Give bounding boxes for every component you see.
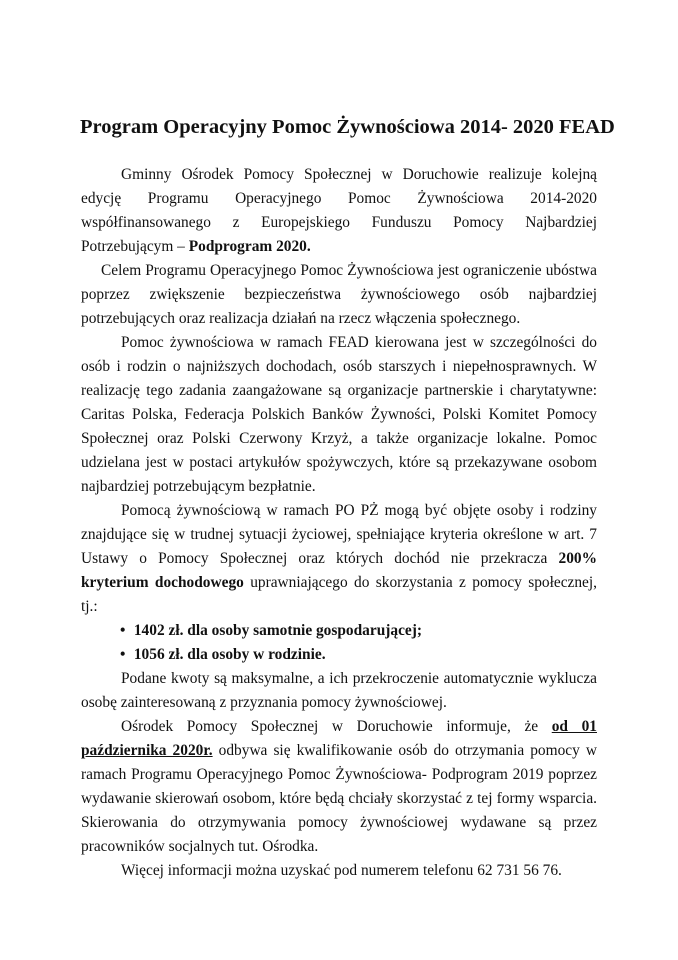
paragraph-text: Ośrodek Pomocy Społecznej w Doruchowie informuje, że — [121, 718, 552, 735]
paragraph-contact: Więcej informacji można uzyskać pod numerem telefonu 62 731 56 76. — [121, 862, 562, 879]
paragraph-goal: Celem Programu Operacyjnego Pomoc Żywnościowa jest ograniczenie ubóstwa poprzez zwiększenie bezpieczeństwa żywnościowego osób najbardziej potrzebujących oraz realizacja działań na rzecz włączenia społecznego. — [81, 262, 597, 327]
document-title: Program Operacyjny Pomoc Żywnościowa 2014- 2020 FEAD — [80, 116, 615, 138]
paragraph-intro — [81, 163, 597, 259]
paragraph-text: odbywa się kwalifikowanie osób do otrzymania pomocy w ramach Programu Operacyjnego Pomoc Żywnościowa- Podprogram 2019 poprzez wydawanie skierowań osobom, które będą chciały skorzystać z tej formy wsparcia. Skierowania do otrzymywania pomocy żywnościowej wydawane są przez pracowników socjalnych tut. Ośrodka. — [81, 742, 597, 855]
bullet-icon: • — [120, 646, 126, 663]
bullet-item-single — [81, 619, 597, 643]
income-criterion-emphasis: 200% kryterium dochodowego — [81, 550, 597, 591]
paragraph-limits: Podane kwoty są maksymalne, a ich przekroczenie automatycznie wyklucza osobę zainteresowaną z przyznania pomocy żywnościowej. — [81, 670, 597, 711]
bullet-item-family — [81, 643, 597, 667]
paragraph-target-groups: Pomoc żywnościowa w ramach FEAD kierowana jest w szczególności do osób i rodzin o najniższych dochodach, osób starszych i niepełnosprawnych. W realizację tego zadania zaangażowane są organizacje partnerskie i charytatywne: Caritas Polska, Federacja Polskich Banków Żywności, Polski Komitet Pomocy Społecznej oraz Polski Czerwony Krzyż, a także organizacje lokalne. Pomoc udzielana jest w postaci artykułów spożywczych, które są przekazywane osobom najbardziej potrzebującym bezpłatnie. — [81, 334, 597, 495]
paragraph-text: uprawniającego do skorzystania z pomocy społecznej, tj.: — [81, 574, 598, 615]
start-date-emphasis: od 01 października 2020r. — [81, 718, 597, 759]
subprogram-emphasis: Podprogram 2020. — [188, 238, 311, 255]
bullet-icon: • — [120, 622, 126, 639]
bullet-text: 1056 zł. dla osoby w rodzinie. — [133, 646, 326, 663]
paragraph-eligibility — [81, 499, 597, 619]
document-body — [81, 163, 597, 883]
paragraph-text: Pomocą żywnościową w ramach PO PŻ mogą być objęte osoby i rodziny znajdujące się w trudnej sytuacji życiowej, spełniające kryteria określone w art. 7 Ustawy o Pomocy Społecznej oraz których dochód nie przekracza — [81, 502, 597, 567]
bullet-text: 1402 zł. dla osoby samotnie gospodarującej; — [133, 622, 423, 639]
paragraph-text: Gminny Ośrodek Pomocy Społecznej w Doruchowie realizuje kolejną edycję Programu Operacyjnego Pomoc Żywnościowa 2014-2020 współfinansowanego z Europejskiego Funduszu Pomocy Najbardziej Potrzebującym – — [81, 166, 597, 255]
paragraph-qualification — [81, 715, 597, 859]
